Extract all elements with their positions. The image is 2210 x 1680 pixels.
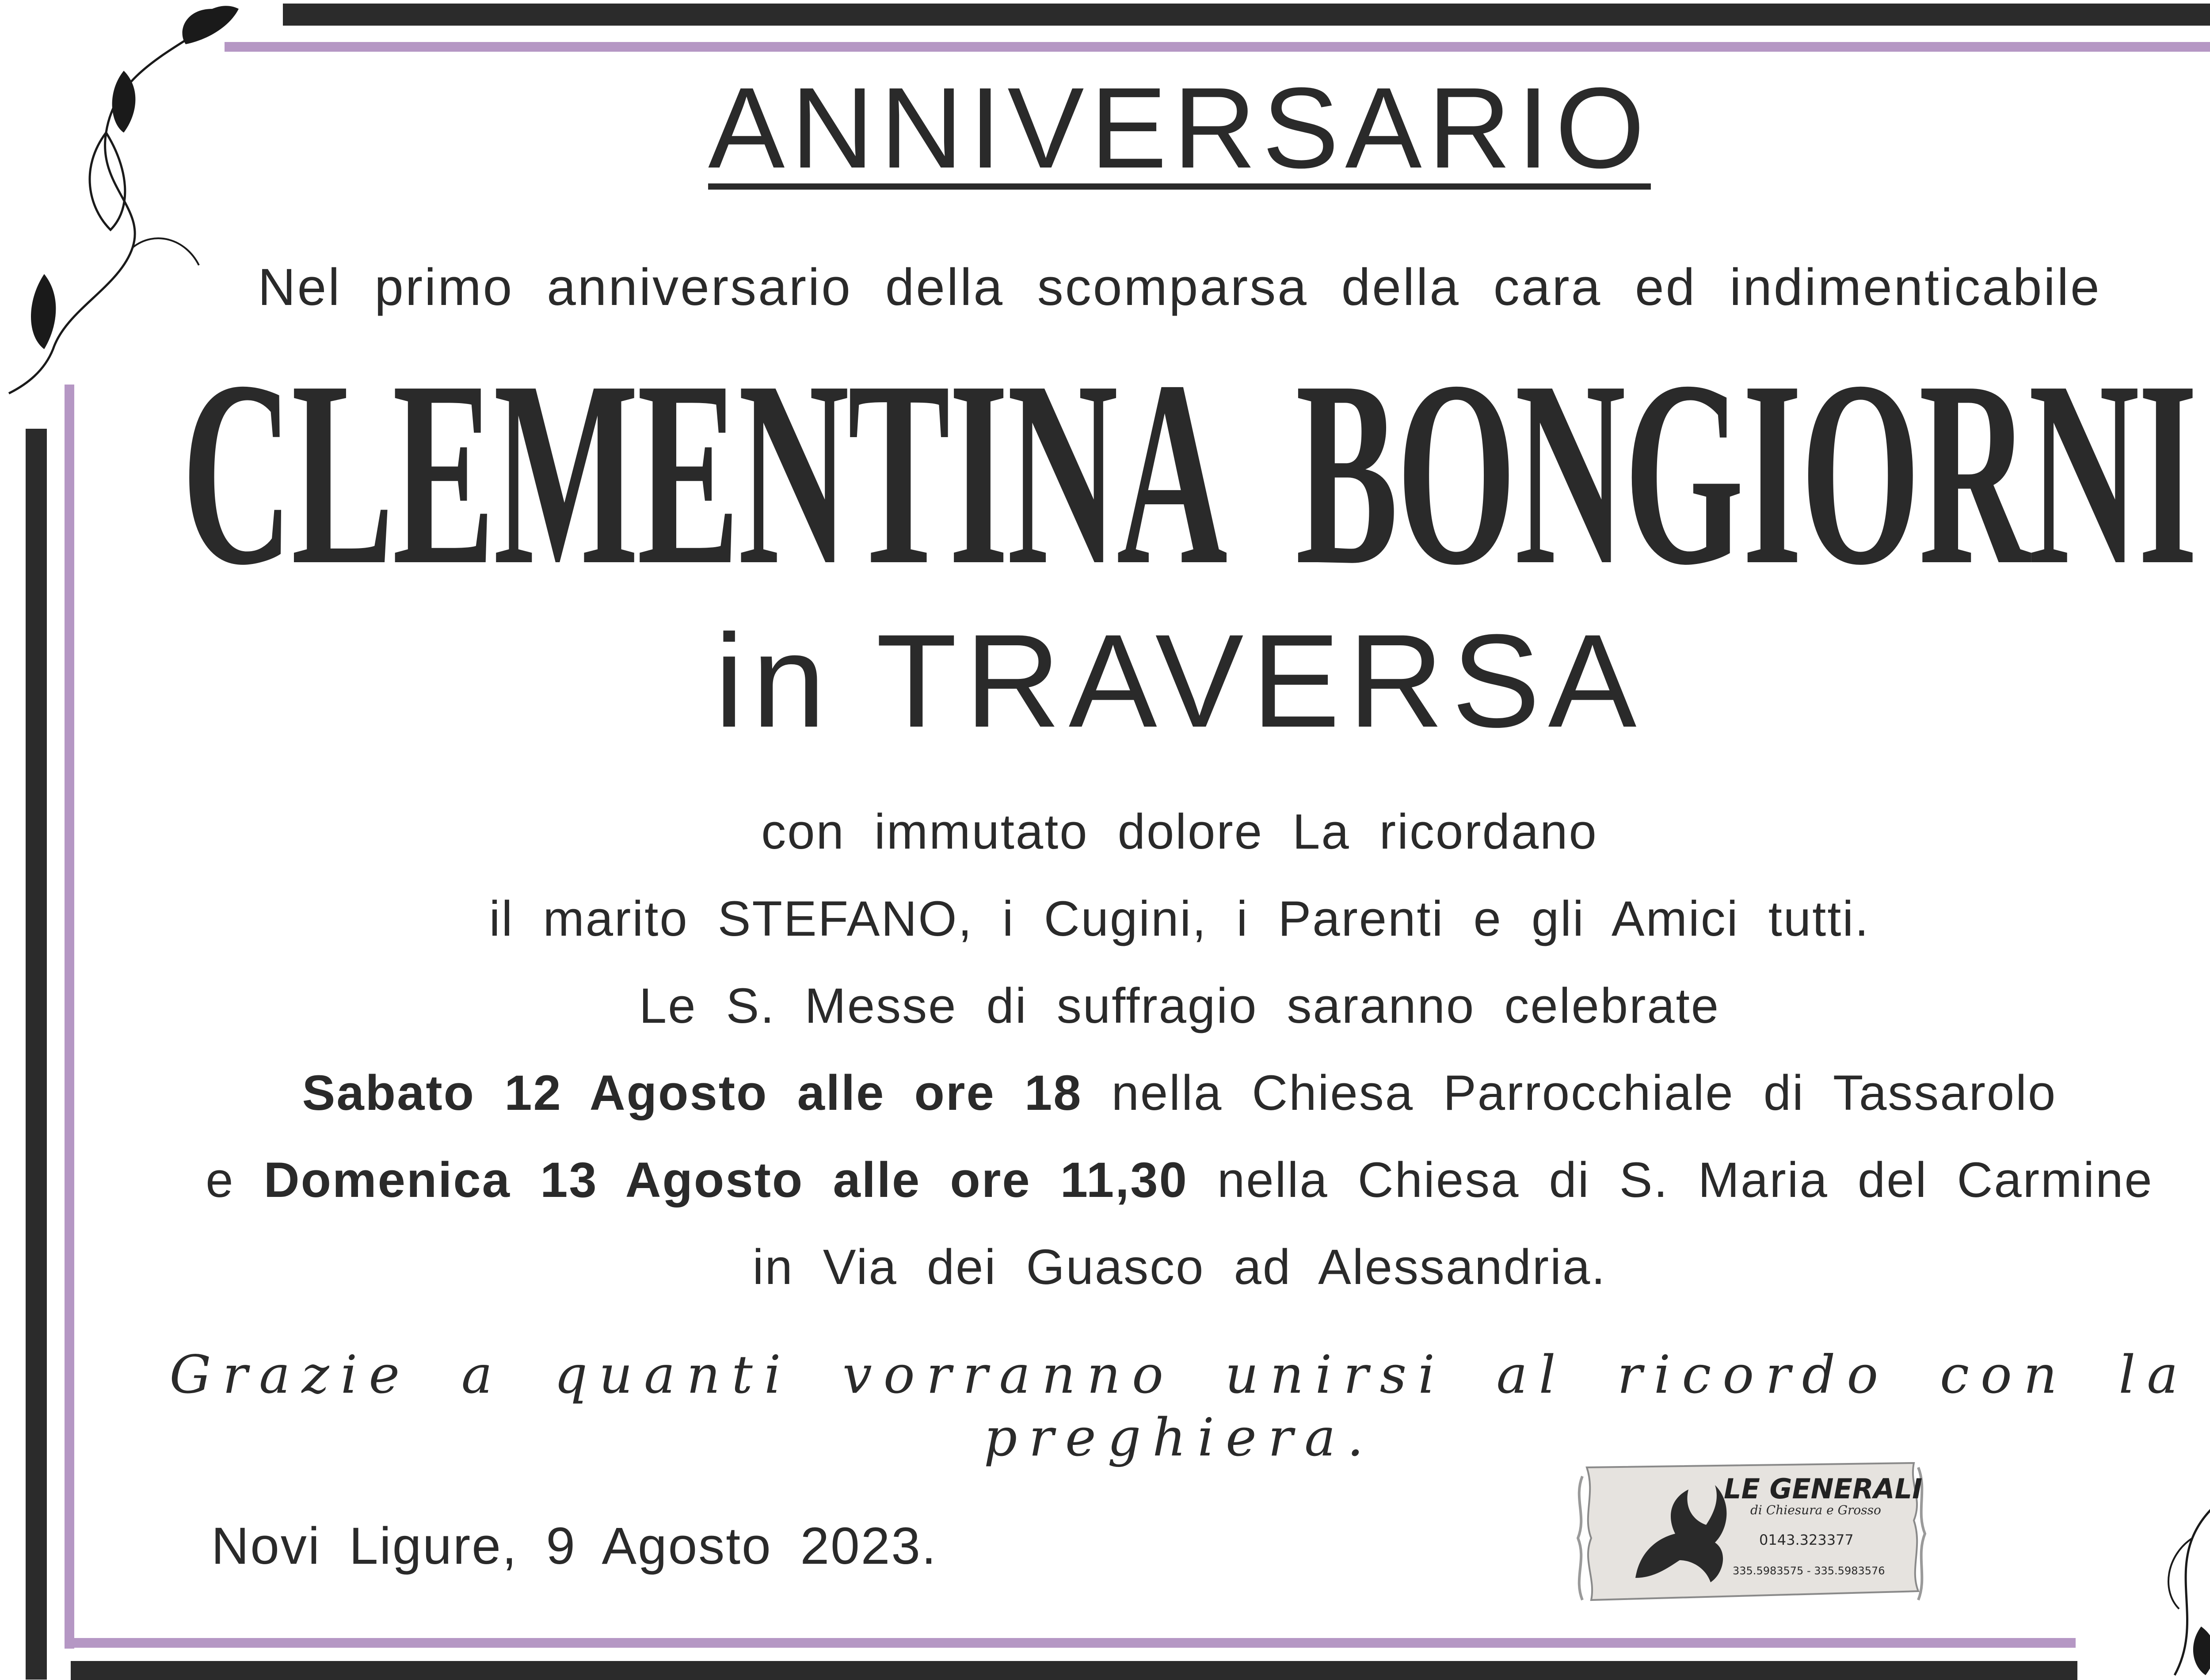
mass-sunday-time: Domenica 13 Agosto alle ore 11,30	[263, 1152, 1188, 1208]
place-date: Novi Ligure, 9 Agosto 2023.	[211, 1517, 937, 1575]
masses-intro-line: Le S. Messe di suffragio saranno celebrate	[639, 978, 1720, 1033]
deceased-name-container	[128, 326, 2210, 620]
intro-text: Nel primo anniversario della scomparsa della cara ed indimenticabile	[258, 258, 2101, 316]
family-line: il marito STEFANO, i Cugini, i Parenti e gli Amici tutti.	[489, 891, 1870, 946]
frame-bottom-dark-bar	[71, 1661, 2077, 1680]
remembrance-line: con immutato dolore La ricordano	[761, 804, 1598, 859]
funeral-home-mobiles: 335.5983575 - 335.5983576	[1733, 1565, 1885, 1577]
thanks-line: Grazie a quanti vorranno unirsi al ricordo con la preghiera.	[169, 1344, 2190, 1468]
mass-sunday-place: nella Chiesa di S. Maria del Carmine	[1188, 1152, 2153, 1208]
frame-bottom-violet-bar	[65, 1638, 2076, 1648]
frame-top-dark-bar	[283, 4, 2210, 26]
address-line: in Via dei Guasco ad Alessandria.	[752, 1239, 1607, 1295]
funeral-home-logo	[1574, 1459, 1927, 1618]
frame-top-violet-bar	[225, 42, 2210, 52]
married-name: in TRAVERSA	[714, 606, 1645, 755]
funeral-home-phone: 0143.323377	[1759, 1531, 1854, 1548]
mass-saturday-time: Sabato 12 Agosto alle ore 18	[302, 1065, 1082, 1120]
deceased-name: CLEMENTINA BONGIORNI	[182, 326, 2196, 620]
heading-anniversario: ANNIVERSARIO	[708, 64, 1651, 192]
mass-saturday-place: nella Chiesa Parrocchiale di Tassarolo	[1082, 1065, 2057, 1120]
funeral-home-subtitle: di Chiesura e Grosso	[1750, 1503, 1881, 1517]
funeral-home-name: LE GENERALI	[1724, 1473, 1923, 1505]
mass-saturday-line	[0, 1063, 2210, 1123]
mass-sunday-line	[0, 1150, 2210, 1210]
mass-sunday-prefix: e	[206, 1152, 264, 1208]
